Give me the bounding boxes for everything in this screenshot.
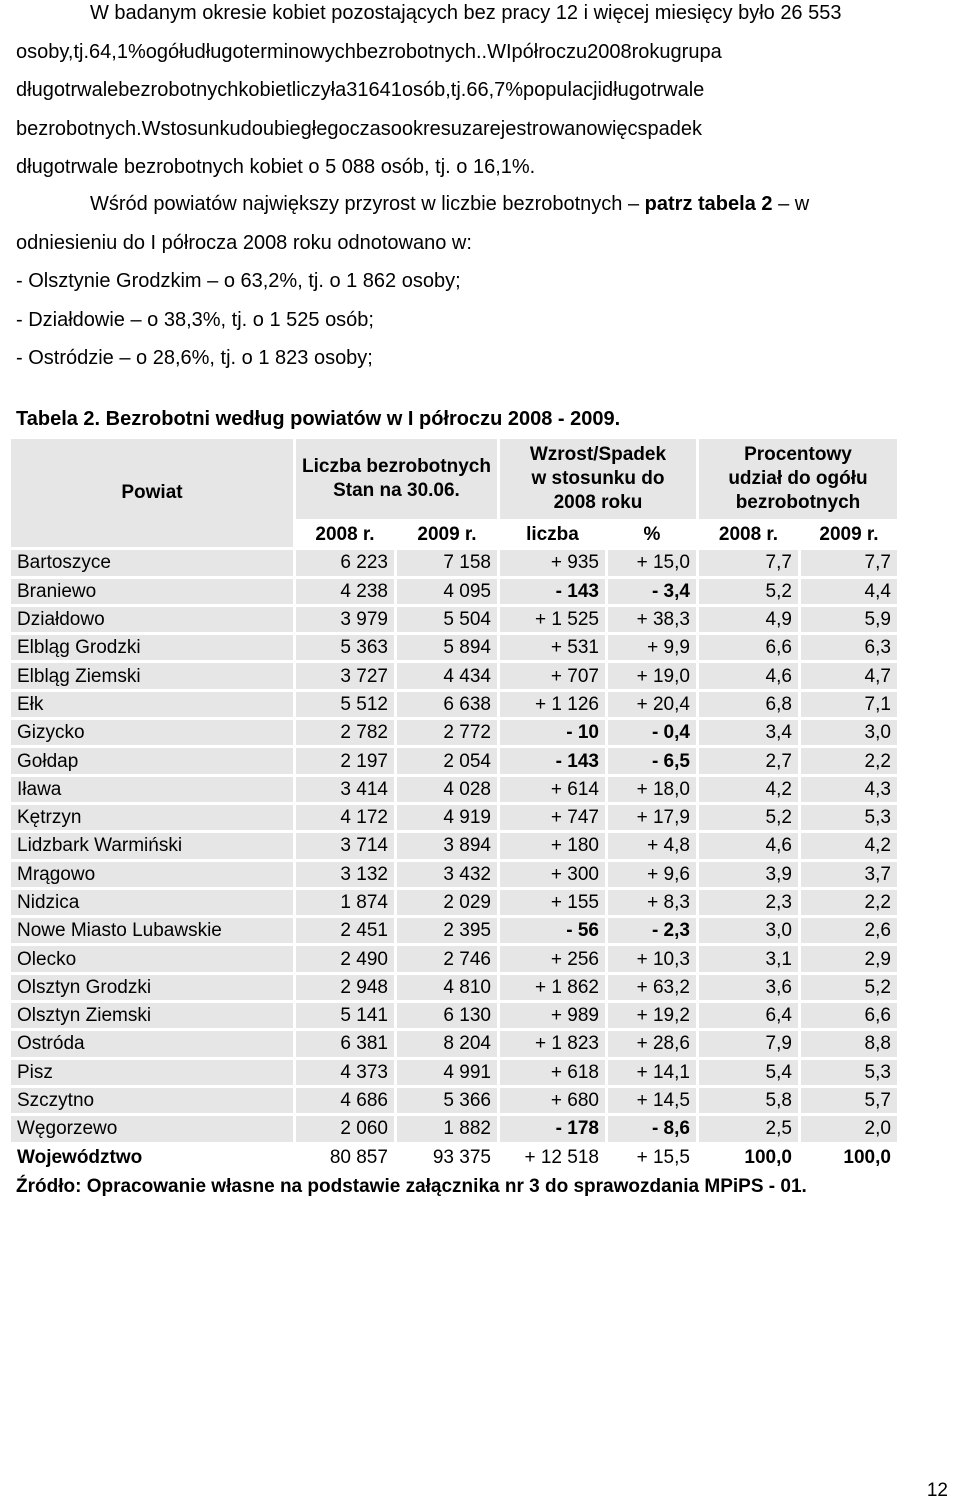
share-2008: 4,6 xyxy=(699,663,798,688)
share-2008: 3,4 xyxy=(699,720,798,745)
header-liczba xyxy=(296,439,497,519)
word: spadek xyxy=(637,117,703,140)
source-note: Źródło: Opracowanie własne na podstawie załącznika nr 3 do sprawozdania MPiPS - 01. xyxy=(16,1176,807,1197)
change-percent: - 2,3 xyxy=(608,918,696,943)
value-2009: 5 504 xyxy=(397,607,497,632)
share-2008: 4,6 xyxy=(699,833,798,858)
word: ubiegłego xyxy=(262,117,350,140)
value-2009: 5 366 xyxy=(397,1088,497,1113)
share-2008: 2,7 xyxy=(699,748,798,773)
change-count: + 747 xyxy=(500,805,605,830)
county-name: Gołdap xyxy=(11,748,293,773)
share-2008: 5,2 xyxy=(699,805,798,830)
change-count: + 531 xyxy=(500,635,605,660)
word: bezrobotnych.. xyxy=(355,40,488,63)
share-2008: 6,6 xyxy=(699,635,798,660)
value-2009: 93 375 xyxy=(432,1146,491,1168)
change-count: + 1 862 xyxy=(500,975,605,1000)
change-percent: + 28,6 xyxy=(608,1031,696,1056)
change-count: + 256 xyxy=(500,946,605,971)
value-2009: 2 029 xyxy=(397,890,497,915)
share-2009: 2,9 xyxy=(801,946,897,971)
word: osób, xyxy=(401,79,451,101)
change-percent: - 6,5 xyxy=(608,748,696,773)
change-percent: + 19,0 xyxy=(608,663,696,688)
share-2009: 6,6 xyxy=(801,1003,897,1028)
value-2009: 2 054 xyxy=(397,748,497,773)
table-row xyxy=(11,663,897,688)
share-2009: 3,0 xyxy=(801,720,897,745)
header-text: Wzrost/Spadek xyxy=(529,444,667,465)
paragraph-county-growth xyxy=(16,185,948,378)
change-count: + 707 xyxy=(500,663,605,688)
table-row xyxy=(11,833,897,858)
change-count: - 143 xyxy=(500,579,605,604)
value-2009: 2 746 xyxy=(397,946,497,971)
change-percent: - 8,6 xyxy=(608,1116,696,1141)
header-text: bezrobotnych xyxy=(735,492,861,513)
share-2009: 4,4 xyxy=(801,579,897,604)
paragraph-text: w xyxy=(794,193,810,215)
value-2008: 3 979 xyxy=(296,607,394,632)
header-text: 2008 roku xyxy=(553,492,643,513)
table-row xyxy=(11,550,897,575)
county-name: Elbląg Grodzki xyxy=(11,635,293,660)
word: populacji xyxy=(523,79,602,101)
share-2009: 4,2 xyxy=(801,833,897,858)
share-2009: 7,1 xyxy=(801,692,897,717)
county-name: Nidzica xyxy=(11,890,293,915)
county-name: Szczytno xyxy=(11,1088,293,1113)
paragraph-long-term-unemployed xyxy=(16,0,948,187)
value-2008: 2 451 xyxy=(296,918,394,943)
change-percent: + 15,5 xyxy=(636,1146,690,1168)
bullet-item: - Ostródzie – o 28,6%, tj. o 1 823 osoby; xyxy=(16,347,373,369)
word: więc xyxy=(597,117,638,140)
share-2008: 6,8 xyxy=(699,692,798,717)
change-count: + 618 xyxy=(500,1060,605,1085)
change-count: + 935 xyxy=(500,550,605,575)
share-2009: 4,7 xyxy=(801,663,897,688)
county-name: Województwo xyxy=(17,1146,143,1168)
county-name: Olecko xyxy=(11,946,293,971)
table-row xyxy=(11,862,897,887)
subheader: 2008 r. xyxy=(718,524,779,546)
word: długoterminowych xyxy=(194,40,356,63)
change-percent: + 9,6 xyxy=(608,862,696,887)
value-2009: 1 882 xyxy=(397,1116,497,1141)
change-percent: + 8,3 xyxy=(608,890,696,915)
word: bezrobotnych xyxy=(118,79,239,101)
subheader: % xyxy=(643,524,661,546)
share-2008: 2,5 xyxy=(699,1116,798,1141)
value-2009: 4 991 xyxy=(397,1060,497,1085)
value-2009: 4 810 xyxy=(397,975,497,1000)
value-2008: 5 512 xyxy=(296,692,394,717)
change-count: + 1 126 xyxy=(500,692,605,717)
paragraph-line xyxy=(16,33,948,72)
county-name: Węgorzewo xyxy=(11,1116,293,1141)
value-2009: 8 204 xyxy=(397,1031,497,1056)
change-percent: + 17,9 xyxy=(608,805,696,830)
value-2009: 2 772 xyxy=(397,720,497,745)
word: czasookresu xyxy=(349,117,462,140)
value-2008: 3 727 xyxy=(296,663,394,688)
table-row xyxy=(11,692,897,717)
value-2008: 2 782 xyxy=(296,720,394,745)
subheader: 2009 r. xyxy=(417,524,477,546)
table-row xyxy=(11,1003,897,1028)
value-2008: 2 490 xyxy=(296,946,394,971)
county-name: Kętrzyn xyxy=(11,805,293,830)
table-row xyxy=(11,607,897,632)
share-2009: 8,8 xyxy=(801,1031,897,1056)
county-name: Pisz xyxy=(11,1060,293,1085)
word: kobiet xyxy=(238,79,292,101)
value-2008: 80 857 xyxy=(329,1146,388,1168)
change-count: - 143 xyxy=(500,748,605,773)
word: bezrobotnych. xyxy=(16,117,142,140)
value-2008: 2 948 xyxy=(296,975,394,1000)
value-2009: 4 095 xyxy=(397,579,497,604)
table-row xyxy=(11,1060,897,1085)
value-2008: 3 132 xyxy=(296,862,394,887)
share-2008: 100,0 xyxy=(744,1146,792,1168)
share-2009: 5,3 xyxy=(801,1060,897,1085)
value-2008: 3 414 xyxy=(296,777,394,802)
share-2008: 5,8 xyxy=(699,1088,798,1113)
share-2008: 3,0 xyxy=(699,918,798,943)
word: zarejestrowano xyxy=(461,117,598,140)
subheader: 2009 r. xyxy=(819,524,879,546)
share-2009: 5,2 xyxy=(801,975,897,1000)
value-2009: 2 395 xyxy=(397,918,497,943)
paragraph-line: W badanym okresie kobiet pozostających bez pracy 12 i więcej miesięcy było 26 553 xyxy=(90,2,842,24)
share-2009: 2,2 xyxy=(801,890,897,915)
word: osoby, xyxy=(16,40,74,63)
share-2009: 2,0 xyxy=(801,1116,897,1141)
share-2008: 6,4 xyxy=(699,1003,798,1028)
change-percent: + 4,8 xyxy=(608,833,696,858)
share-2008: 3,9 xyxy=(699,862,798,887)
change-count: - 56 xyxy=(500,918,605,943)
change-count: + 1 823 xyxy=(500,1031,605,1056)
county-name: Olsztyn Grodzki xyxy=(11,975,293,1000)
value-2009: 5 894 xyxy=(397,635,497,660)
bullet-item: - Działdowie – o 38,3%, tj. o 1 525 osób; xyxy=(16,308,374,331)
county-name: Ostróda xyxy=(11,1031,293,1056)
share-2008: 5,4 xyxy=(699,1060,798,1085)
share-2009: 7,7 xyxy=(801,550,897,575)
value-2008: 2 197 xyxy=(296,748,394,773)
share-2008: 5,2 xyxy=(699,579,798,604)
bullet-item: - Olsztynie Grodzkim – o 63,2%, tj. o 1 862 osoby; xyxy=(16,270,461,292)
share-2009: 2,6 xyxy=(801,918,897,943)
value-2009: 6 130 xyxy=(397,1003,497,1028)
county-name: Mrągowo xyxy=(11,862,293,887)
word: do xyxy=(240,117,263,140)
share-2008: 7,9 xyxy=(699,1031,798,1056)
header-procentowy xyxy=(699,439,897,519)
table-row xyxy=(11,975,897,1000)
value-2008: 4 172 xyxy=(296,805,394,830)
county-name: Olsztyn Ziemski xyxy=(11,1003,293,1028)
share-2008: 3,1 xyxy=(699,946,798,971)
table-row xyxy=(11,918,897,943)
word: grupa xyxy=(670,40,722,63)
value-2008: 5 363 xyxy=(296,635,394,660)
table-row xyxy=(11,635,897,660)
county-name: Lidzbark Warmiński xyxy=(11,833,293,858)
paragraph-line xyxy=(16,71,948,110)
county-name: Iława xyxy=(11,777,293,802)
share-2009: 4,3 xyxy=(801,777,897,802)
value-2009: 4 028 xyxy=(397,777,497,802)
table-row xyxy=(11,1116,897,1141)
word: I xyxy=(505,40,512,63)
change-count: + 155 xyxy=(500,890,605,915)
value-2009: 4 434 xyxy=(397,663,497,688)
change-count: - 10 xyxy=(500,720,605,745)
word: ogółu xyxy=(145,40,195,63)
paragraph-line xyxy=(16,185,948,224)
word: długotrwale xyxy=(16,79,119,101)
county-name: Ełk xyxy=(11,692,293,717)
total-row xyxy=(11,1145,897,1170)
value-2009: 3 894 xyxy=(397,833,497,858)
value-2008: 2 060 xyxy=(296,1116,394,1141)
value-2009: 7 158 xyxy=(397,550,497,575)
word: W xyxy=(141,117,161,140)
value-2008: 6 223 xyxy=(296,550,394,575)
header-text: Procentowy xyxy=(744,444,852,465)
value-2008: 1 874 xyxy=(296,890,394,915)
page-number: 12 xyxy=(926,1480,948,1501)
paragraph-line: długotrwale bezrobotnych kobiet o 5 088 osób, tj. o 16,1%. xyxy=(16,156,536,178)
change-count: + 300 xyxy=(500,862,605,887)
table-row xyxy=(11,946,897,971)
table-row xyxy=(11,1088,897,1113)
word: tj. xyxy=(73,40,90,63)
share-2008: 3,6 xyxy=(699,975,798,1000)
header-text: w stosunku do xyxy=(531,468,665,489)
share-2009: 2,2 xyxy=(801,748,897,773)
header-text: udział do ogółu xyxy=(728,468,868,489)
value-2008: 4 238 xyxy=(296,579,394,604)
table-row xyxy=(11,777,897,802)
word: półroczu xyxy=(511,40,588,63)
header-wzrost xyxy=(500,439,696,519)
share-2008: 7,7 xyxy=(699,550,798,575)
change-percent: + 20,4 xyxy=(608,692,696,717)
change-percent: + 9,9 xyxy=(608,635,696,660)
table-row xyxy=(11,890,897,915)
county-name: Gizycko xyxy=(11,720,293,745)
paragraph-line: odniesieniu do I półrocza 2008 roku odnotowano w: xyxy=(16,231,472,254)
share-2009: 5,9 xyxy=(801,607,897,632)
change-count: + 680 xyxy=(500,1088,605,1113)
unemployment-table xyxy=(8,436,900,1173)
change-count: + 180 xyxy=(500,833,605,858)
share-2008: 4,9 xyxy=(699,607,798,632)
word: stosunku xyxy=(160,117,241,140)
share-2009: 5,3 xyxy=(801,805,897,830)
share-2009: 3,7 xyxy=(801,862,897,887)
county-name: Działdowo xyxy=(11,607,293,632)
word: 66,7% xyxy=(466,79,524,101)
county-name: Elbląg Ziemski xyxy=(11,663,293,688)
change-percent: + 19,2 xyxy=(608,1003,696,1028)
subheader: 2008 r. xyxy=(315,524,375,546)
value-2008: 4 373 xyxy=(296,1060,394,1085)
word: liczyła xyxy=(291,79,347,101)
word: 641 xyxy=(368,79,402,101)
value-2009: 6 638 xyxy=(397,692,497,717)
change-count: - 178 xyxy=(500,1116,605,1141)
paragraph-line xyxy=(16,110,948,149)
change-percent: + 14,1 xyxy=(608,1060,696,1085)
value-2008: 3 714 xyxy=(296,833,394,858)
change-percent: - 3,4 xyxy=(608,579,696,604)
change-count: + 614 xyxy=(500,777,605,802)
word: długotrwale xyxy=(602,79,705,101)
share-2009: 6,3 xyxy=(801,635,897,660)
word: 2008 xyxy=(587,40,632,63)
table-caption: Tabela 2. Bezrobotni według powiatów w I półroczu 2008 - 2009. xyxy=(16,408,621,430)
value-2008: 5 141 xyxy=(296,1003,394,1028)
word: roku xyxy=(631,40,671,63)
word: W xyxy=(487,40,506,63)
word: 64,1% xyxy=(89,40,146,63)
table-row xyxy=(11,579,897,604)
table-reference: patrz tabela 2 xyxy=(644,193,773,215)
change-percent: + 18,0 xyxy=(608,777,696,802)
value-2009: 4 919 xyxy=(397,805,497,830)
share-2008: 4,2 xyxy=(699,777,798,802)
header-text: Stan na 30.06. xyxy=(333,480,460,501)
change-percent: - 0,4 xyxy=(608,720,696,745)
share-2009: 5,7 xyxy=(801,1088,897,1113)
change-percent: + 10,3 xyxy=(608,946,696,971)
change-percent: + 14,5 xyxy=(608,1088,696,1113)
table-row xyxy=(11,748,897,773)
value-2008: 4 686 xyxy=(296,1088,394,1113)
county-name: Nowe Miasto Lubawskie xyxy=(11,918,293,943)
share-2009: 100,0 xyxy=(843,1146,891,1168)
value-2009: 3 432 xyxy=(397,862,497,887)
subheader: liczba xyxy=(526,524,579,546)
paragraph-text: Wśród powiatów największy przyrost w liczbie bezrobotnych xyxy=(90,193,623,215)
dash: – xyxy=(778,193,790,215)
header-powiat: Powiat xyxy=(11,439,293,547)
change-percent: + 63,2 xyxy=(608,975,696,1000)
table-row xyxy=(11,720,897,745)
table-row xyxy=(11,1031,897,1056)
value-2008: 6 381 xyxy=(296,1031,394,1056)
header-text: Liczba bezrobotnych xyxy=(302,456,491,477)
table-row xyxy=(11,805,897,830)
change-count: + 989 xyxy=(500,1003,605,1028)
share-2008: 2,3 xyxy=(699,890,798,915)
change-percent: + 15,0 xyxy=(608,550,696,575)
word: 31 xyxy=(346,79,369,101)
change-percent: + 38,3 xyxy=(608,607,696,632)
change-count: + 1 525 xyxy=(500,607,605,632)
dash: – xyxy=(627,193,640,215)
change-count: + 12 518 xyxy=(524,1146,599,1168)
county-name: Bartoszyce xyxy=(11,550,293,575)
word: tj. xyxy=(450,79,467,101)
county-name: Braniewo xyxy=(11,579,293,604)
